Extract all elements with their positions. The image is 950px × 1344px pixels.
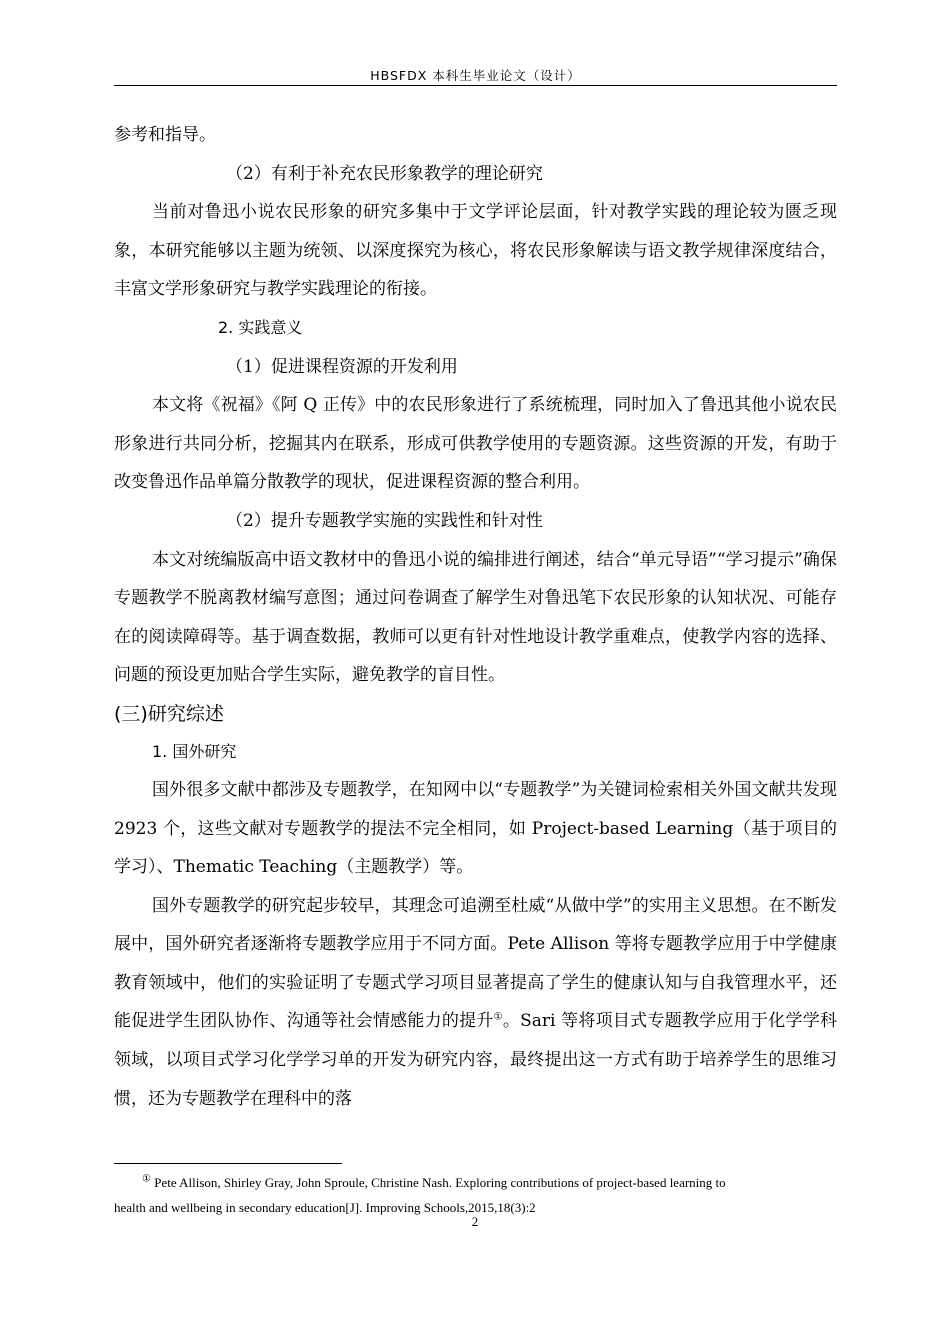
subheading-practice: 2. 实践意义 [218,317,303,337]
paragraph-foreign-history-text-a: 国外专题教学的研究起步较早，其理念可追溯至杜威“从做中学”的实用主义思想。在不断发展中，国外研究者逐渐将专题教学应用于不同方面。Pete Allison 等将专题教学应用于中学健康教育领域中，他们的实验证明了专题式学习项目显著提高了学生的健康认知与自我管理水平，还能促进学生团队协作、沟通等社会情感能力的提升 [114,895,837,1032]
paragraph-foreign-literature: 国外很多文献中都涉及专题教学，在知网中以“专题教学”为关键词检索相关外国文献共发现 2923 个，这些文献对专题教学的提法不完全相同，如 Project-based Learning（基于项目的学习）、Thematic Teaching（主题教学）等。 [114,779,837,878]
section-heading-review: (三)研究综述 [114,702,224,725]
footnote-separator [114,1163,342,1164]
running-header: HBSFDX 本科生毕业论文（设计） [370,68,581,83]
header-rule [114,85,837,86]
paragraph-continuation: 参考和指导。 [114,125,216,145]
subheading-resources: （1）促进课程资源的开发利用 [226,356,458,377]
subsection-heading-foreign: 1. 国外研究 [152,741,237,761]
paragraph-resources: 本文将《祝福》《阿 Q 正传》中的农民形象进行了系统梳理，同时加入了鲁迅其他小说农民形象进行共同分析，挖掘其内在联系，形成可供教学使用的专题资源。这些资源的开发，有助于改变鲁迅作品单篇分散教学的现状，促进课程资源的整合利用。 [114,395,837,493]
paragraph-foreign-history-text-b: 。Sari 等将项目式专题教学应用于化学学科领域，以项目式学习化学学习单的开发为研究内容，最终提出这一方式有助于培养学生的思维习惯，还为专题教学在理科中的落 [114,1011,838,1109]
body-text [114,116,837,1118]
footnote-text-1: Pete Allison, Shirley Gray, John Sproule, Christine Nash. Exploring contributions of project-based learning to [150,1175,726,1190]
page-number: 2 [471,1214,479,1229]
subheading-theory: （2）有利于补充农民形象教学的理论研究 [226,163,543,184]
footnote-line-2: health and wellbeing in secondary education[J]. Improving Schools,2015,18(3):2 [114,1200,536,1215]
footnote-line-1 [114,1170,837,1195]
paragraph-theory: 当前对鲁迅小说农民形象的研究多集中于文学评论层面，针对教学实践的理论较为匮乏现象，本研究能够以主题为统领、以深度探究为核心，将农民形象解读与语文教学规律深度结合，丰富文学形象研究与教学实践理论的衔接。 [114,202,837,300]
footnote-marker: ① [142,1173,151,1185]
footnote [114,1170,837,1220]
paragraph-foreign-history [114,887,837,1119]
paragraph-implementation: 本文对统编版高中语文教材中的鲁迅小说的编排进行阐述，结合“单元导语”“学习提示”确保专题教学不脱离教材编写意图；通过问卷调查了解学生对鲁迅笔下农民形象的认知状况、可能存在的阅读障碍等。基于调查数据，教师可以更有针对性地设计教学重难点，使教学内容的选择、问题的预设更加贴合学生实际，避免教学的盲目性。 [114,549,837,686]
subheading-implementation: （2）提升专题教学实施的实践性和针对性 [226,510,543,531]
footnote-reference[interactable]: ① [493,1011,503,1023]
